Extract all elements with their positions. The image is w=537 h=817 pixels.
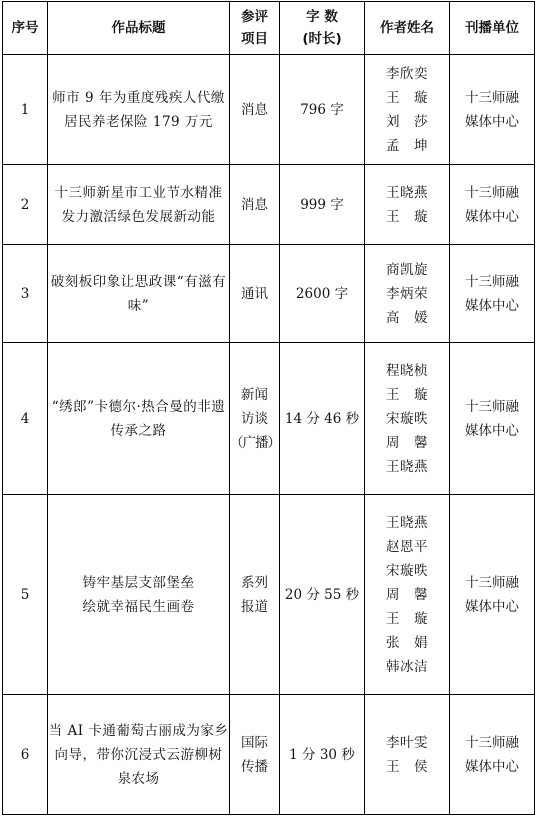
header-authors: 作者姓名 [365, 2, 450, 55]
unit-line: 媒体中心 [465, 113, 519, 130]
category-line: 系列 [241, 574, 268, 591]
category-line: 访谈 [241, 410, 268, 427]
row-category [230, 165, 280, 245]
author-name: 赵恩平 [386, 538, 428, 555]
row-title: 十三师新星市工业节水精准发力激活绿色发展新动能 [48, 165, 230, 245]
author-name: 王晓燕 [386, 458, 428, 475]
row-category [230, 695, 280, 815]
author-name: 李叶雯 [386, 734, 428, 751]
row-authors [365, 343, 450, 495]
table-row [3, 695, 535, 815]
row-category [230, 245, 280, 343]
unit-line: 十三师融 [465, 574, 519, 591]
row-unit [450, 245, 535, 343]
row-length: 2600 字 [280, 245, 365, 343]
category-line: 新闻 [241, 386, 268, 403]
row-seq: 3 [3, 245, 48, 343]
row-unit [450, 695, 535, 815]
row-authors [365, 165, 450, 245]
unit-line: 十三师融 [465, 734, 519, 751]
unit-line: 媒体中心 [465, 598, 519, 615]
row-seq: 6 [3, 695, 48, 815]
row-category [230, 343, 280, 495]
header-length [280, 2, 365, 55]
row-title: 当 AI 卡通葡萄古丽成为家乡向导，带你沉浸式云游柳树泉农场 [48, 695, 230, 815]
row-seq: 4 [3, 343, 48, 495]
category-line: （广播） [230, 434, 280, 451]
row-length: 1 分 30 秒 [280, 695, 365, 815]
author-name: 王 璇 [386, 208, 428, 225]
author-name: 周 馨 [386, 434, 428, 451]
author-name: 周 馨 [386, 586, 428, 603]
row-authors [365, 495, 450, 695]
row-authors [365, 695, 450, 815]
unit-line: 媒体中心 [465, 297, 519, 314]
header-seq: 序号 [3, 2, 48, 55]
category-line: 通讯 [241, 285, 268, 302]
category-line: 消息 [241, 101, 268, 118]
author-name: 张 娟 [386, 634, 428, 651]
row-seq: 5 [3, 495, 48, 695]
header-unit: 刊播单位 [450, 2, 535, 55]
author-name: 王 璇 [386, 89, 428, 106]
row-category [230, 55, 280, 165]
header-title: 作品标题 [48, 2, 230, 55]
title-line: 铸牢基层支部堡垒 [82, 574, 195, 591]
category-line: 消息 [241, 196, 268, 213]
author-name: 宋璇昳 [386, 562, 428, 579]
author-name: 孟 坤 [386, 137, 428, 154]
row-length: 796 字 [280, 55, 365, 165]
table-row [3, 165, 535, 245]
unit-line: 十三师融 [465, 273, 519, 290]
author-name: 李炳荣 [386, 285, 428, 302]
category-line: 国际 [241, 734, 268, 751]
row-unit [450, 495, 535, 695]
unit-line: 十三师融 [465, 89, 519, 106]
unit-line: 十三师融 [465, 398, 519, 415]
row-unit [450, 343, 535, 495]
row-title: 师市 9 年为重度残疾人代缴居民养老保险 179 万元 [48, 55, 230, 165]
header-row [3, 2, 535, 55]
author-name: 王 璇 [386, 610, 428, 627]
table-row [3, 495, 535, 695]
title-line: 绘就幸福民生画卷 [82, 598, 195, 615]
unit-line: 媒体中心 [465, 208, 519, 225]
category-line: 传播 [241, 758, 268, 775]
category-line: 报道 [241, 598, 268, 615]
row-title: “绣郎”卡德尔·热合曼的非遗传承之路 [48, 343, 230, 495]
row-unit [450, 55, 535, 165]
row-title [48, 495, 230, 695]
header-category [230, 2, 280, 55]
header-length-line2: (时长) [302, 31, 342, 47]
row-title: 破刻板印象让思政课“有滋有味” [48, 245, 230, 343]
row-category [230, 495, 280, 695]
author-name: 王晓燕 [386, 184, 428, 201]
table-row [3, 55, 535, 165]
awards-table [2, 1, 535, 815]
row-length: 20 分 55 秒 [280, 495, 365, 695]
row-authors [365, 245, 450, 343]
table-row [3, 245, 535, 343]
author-name: 程晓桢 [386, 362, 428, 379]
author-name: 高 媛 [386, 309, 428, 326]
row-length: 999 字 [280, 165, 365, 245]
author-name: 王晓燕 [386, 514, 428, 531]
header-category-line1: 参评 [241, 9, 268, 25]
header-length-line1: 字 数 [306, 9, 338, 25]
unit-line: 媒体中心 [465, 422, 519, 439]
row-length: 14 分 46 秒 [280, 343, 365, 495]
table-row [3, 343, 535, 495]
author-name: 韩冰洁 [386, 658, 428, 675]
author-name: 王 璇 [386, 386, 428, 403]
author-name: 王 侯 [386, 758, 428, 775]
author-name: 宋璇昳 [386, 410, 428, 427]
unit-line: 十三师融 [465, 184, 519, 201]
row-authors [365, 55, 450, 165]
author-name: 刘 莎 [386, 113, 428, 130]
unit-line: 媒体中心 [465, 758, 519, 775]
row-unit [450, 165, 535, 245]
author-name: 李欣奕 [386, 65, 428, 82]
row-seq: 2 [3, 165, 48, 245]
header-category-line2: 项目 [241, 31, 268, 47]
row-seq: 1 [3, 55, 48, 165]
author-name: 商凯旋 [386, 261, 428, 278]
